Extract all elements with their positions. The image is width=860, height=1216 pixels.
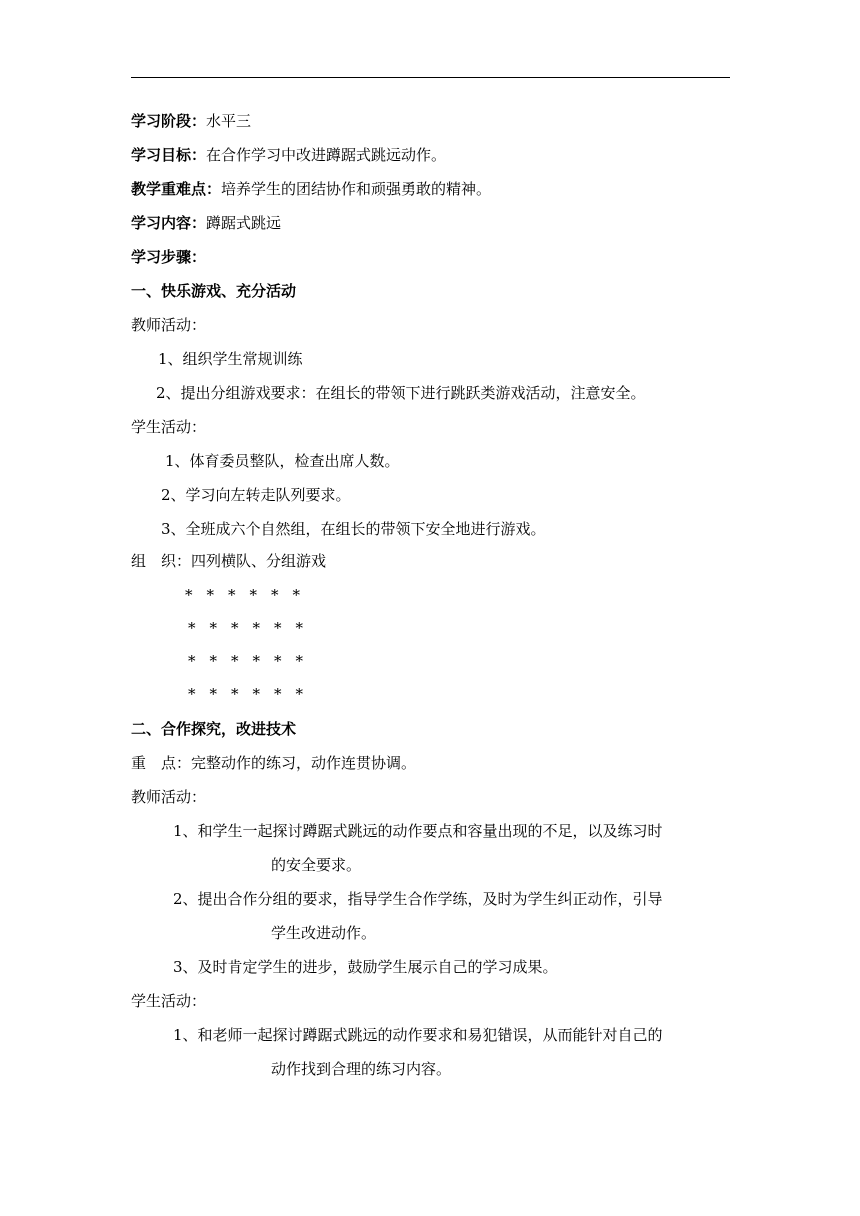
section2-student-label: 学生活动：: [131, 992, 207, 1010]
section2-heading: 二、合作探究，改进技术: [131, 720, 297, 738]
org-line: [131, 551, 326, 571]
section2-teacher-item-line1: 1、和学生一起探讨蹲踞式跳远的动作要点和容量出现的不足，以及练习时: [173, 822, 663, 840]
formation-star: *: [295, 619, 303, 637]
section1-teacher-item: 2、提出分组游戏要求：在组长的带领下进行跳跃类游戏活动，注意安全。: [156, 384, 646, 402]
content-label: 学习内容：: [131, 214, 207, 232]
section1-student-item: 2、学习向左转走队列要求。: [161, 486, 351, 504]
formation-star: *: [206, 586, 214, 604]
section1-student-label: 学生活动：: [131, 418, 207, 436]
org-label: 组 织：: [131, 552, 192, 570]
goal-value: 在合作学习中改进蹲踞式跳远动作。: [206, 146, 447, 164]
formation-star: *: [295, 685, 303, 703]
section2-teacher-label: 教师活动：: [131, 788, 207, 806]
formation-star: *: [188, 652, 196, 670]
header-rule: [131, 77, 730, 78]
formation-star: *: [209, 652, 217, 670]
section1-student-item: 3、全班成六个自然组，在组长的带领下安全地进行游戏。: [161, 520, 546, 538]
steps-label: 学习步骤：: [131, 248, 207, 266]
formation-star: *: [292, 586, 300, 604]
formation-row: [188, 651, 317, 671]
formation-row: [185, 585, 314, 605]
section2-student-item-line2: 动作找到合理的练习内容。: [271, 1060, 452, 1078]
section2-teacher-item-line2: 的安全要求。: [271, 856, 362, 874]
formation-star: *: [249, 586, 257, 604]
formation-star: *: [228, 586, 236, 604]
formation-star: *: [231, 652, 239, 670]
formation-star: *: [295, 652, 303, 670]
formation-star: *: [274, 685, 282, 703]
key-label: 重 点：: [131, 754, 192, 772]
content-value: 蹲踞式跳远: [206, 214, 282, 232]
section2-teacher-item-line1: 3、及时肯定学生的进步，鼓励学生展示自己的学习成果。: [173, 958, 558, 976]
section2-teacher-item-line2: 学生改进动作。: [271, 924, 377, 942]
formation-star: *: [274, 652, 282, 670]
formation-star: *: [188, 619, 196, 637]
formation-star: *: [271, 586, 279, 604]
stage-label: 学习阶段：: [131, 112, 207, 130]
formation-star: *: [185, 586, 193, 604]
stage-line: [131, 111, 251, 131]
key-value: 完整动作的练习，动作连贯协调。: [191, 754, 417, 772]
formation-star: *: [274, 619, 282, 637]
section2-student-item-line1: 1、和老师一起探讨蹲踞式跳远的动作要求和易犯错误，从而能针对自己的: [173, 1026, 663, 1044]
key-line: [131, 753, 416, 773]
formation-star: *: [252, 652, 260, 670]
section1-heading: 一、快乐游戏、充分活动: [131, 282, 297, 300]
focus-label: 教学重难点：: [131, 180, 222, 198]
section1-teacher-item: 1、组织学生常规训练: [158, 350, 303, 368]
formation-star: *: [231, 619, 239, 637]
formation-star: *: [252, 619, 260, 637]
content-line: [131, 213, 281, 233]
focus-line: [131, 179, 491, 199]
formation-star: *: [252, 685, 260, 703]
section2-teacher-item-line1: 2、提出合作分组的要求，指导学生合作学练，及时为学生纠正动作，引导: [173, 890, 663, 908]
goal-label: 学习目标：: [131, 146, 207, 164]
formation-row: [188, 684, 317, 704]
formation-row: [188, 618, 317, 638]
formation-star: *: [209, 619, 217, 637]
stage-value: 水平三: [206, 112, 252, 130]
goal-line: [131, 145, 446, 165]
focus-value: 培养学生的团结协作和顽强勇敢的精神。: [221, 180, 492, 198]
formation-star: *: [231, 685, 239, 703]
section1-student-item: 1、体育委员整队，检查出席人数。: [165, 452, 400, 470]
org-value: 四列横队、分组游戏: [191, 552, 327, 570]
formation-star: *: [209, 685, 217, 703]
formation-star: *: [188, 685, 196, 703]
section1-teacher-label: 教师活动：: [131, 316, 207, 334]
